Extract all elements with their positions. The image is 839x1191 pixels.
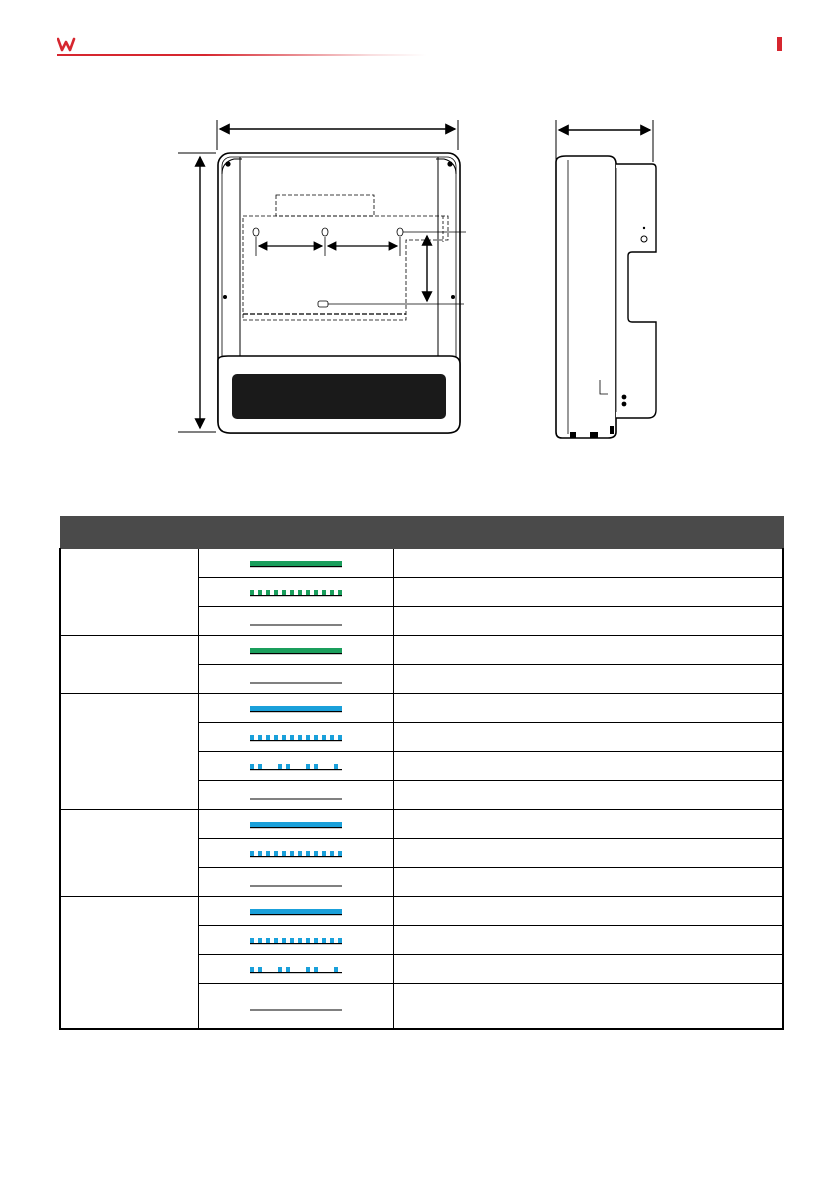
status-description xyxy=(393,868,783,897)
table-row xyxy=(60,549,783,578)
led-off-icon xyxy=(250,792,342,800)
led-off-icon xyxy=(250,618,342,626)
status-description xyxy=(393,723,783,752)
status-description xyxy=(393,578,783,607)
status-description xyxy=(393,636,783,665)
goodwe-logo-icon xyxy=(57,36,79,52)
led-blinking-blue-icon xyxy=(250,937,342,945)
page-marker xyxy=(777,37,782,51)
group-label xyxy=(60,549,198,636)
led-indicator-table xyxy=(59,516,784,1030)
led-off-icon xyxy=(250,879,342,887)
led-solid-blue-icon xyxy=(250,821,342,829)
status-description xyxy=(393,839,783,868)
header-rule xyxy=(57,54,427,56)
header-status xyxy=(198,517,393,549)
side-view xyxy=(556,120,656,438)
led-blinking-blue-icon xyxy=(250,850,342,858)
group-label xyxy=(60,636,198,694)
front-view xyxy=(178,120,466,433)
table-row xyxy=(60,810,783,839)
status-description xyxy=(393,665,783,694)
group-label xyxy=(60,897,198,1030)
status-description xyxy=(393,694,783,723)
inverter-dimension-diagram xyxy=(170,112,670,447)
led-solid-green-icon xyxy=(250,647,342,655)
led-double-blink-blue-icon xyxy=(250,763,342,771)
status-description xyxy=(393,926,783,955)
table-header-row xyxy=(60,517,783,549)
header-indicator xyxy=(60,517,198,549)
status-description xyxy=(393,752,783,781)
group-label xyxy=(60,694,198,810)
status-description xyxy=(393,955,783,984)
led-double-blink-blue-icon xyxy=(250,966,342,974)
table-row xyxy=(60,636,783,665)
table-row xyxy=(60,897,783,926)
group-label xyxy=(60,810,198,897)
led-blinking-blue-icon xyxy=(250,734,342,742)
status-description xyxy=(393,897,783,926)
header-description xyxy=(393,517,783,549)
status-description xyxy=(393,984,783,1030)
status-description xyxy=(393,549,783,578)
page-header xyxy=(0,0,839,60)
led-solid-green-icon xyxy=(250,560,342,568)
status-description xyxy=(393,607,783,636)
led-off-icon xyxy=(250,1003,342,1011)
table-row xyxy=(60,694,783,723)
led-solid-blue-icon xyxy=(250,908,342,916)
status-description xyxy=(393,781,783,810)
led-blinking-green-icon xyxy=(250,589,342,597)
led-off-icon xyxy=(250,676,342,684)
status-description xyxy=(393,810,783,839)
led-solid-blue-icon xyxy=(250,705,342,713)
